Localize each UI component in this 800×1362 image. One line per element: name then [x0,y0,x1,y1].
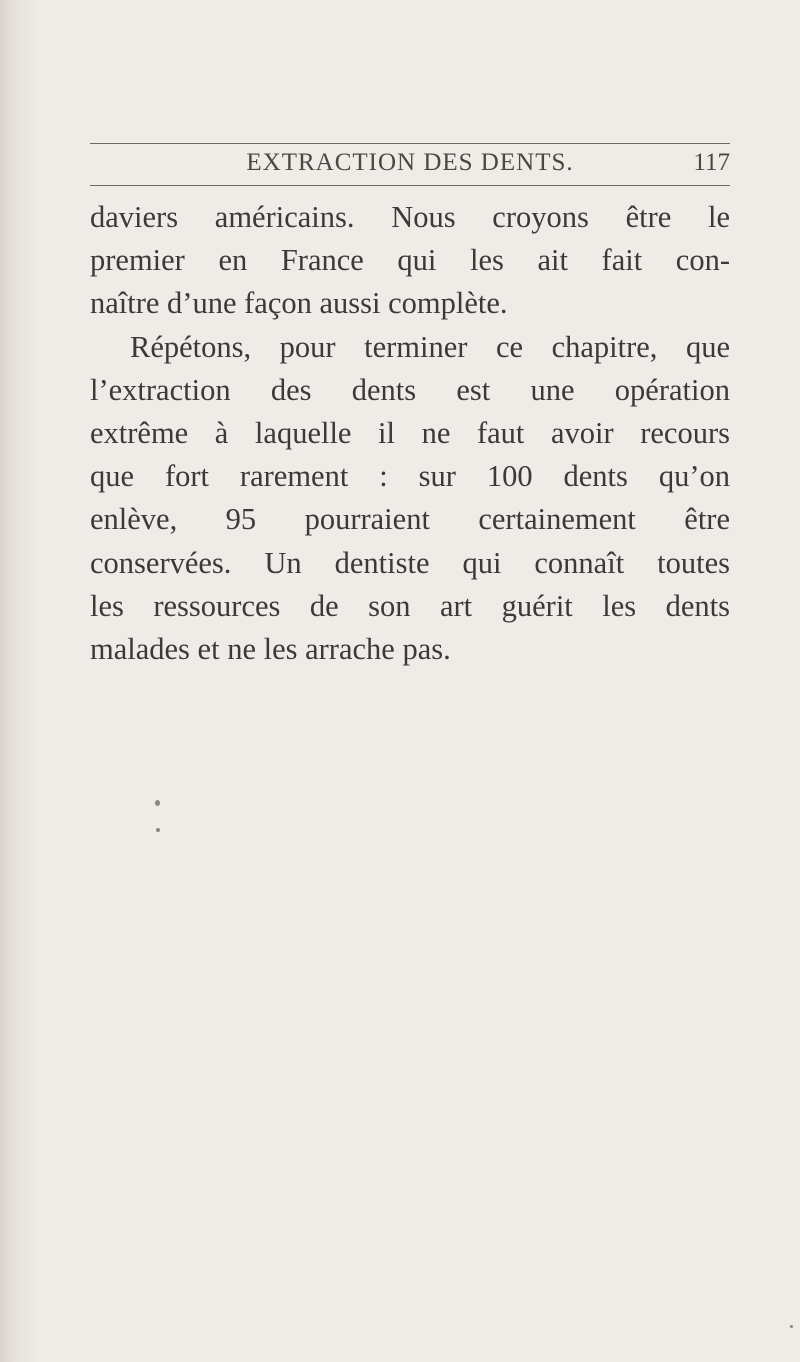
text-line: daviers américains. Nous croyons être le [90,200,730,234]
text-line: malades et ne les arrache pas. [90,631,451,666]
paper-speck [155,800,160,806]
running-head: EXTRACTION DES DENTS. [246,149,574,176]
header-bottom-rule [90,185,730,186]
text-line: naître d’une façon aussi complète. [90,286,508,321]
text-line: que fort rarement : sur 100 dents qu’on [90,459,730,494]
header-top-rule [90,143,730,144]
paper-speck [790,1325,793,1328]
page-number: 117 [693,149,730,176]
text-line: Répétons, pour terminer ce chapitre, que [130,329,730,364]
body-text [90,196,730,671]
text-line: les ressources de son art guérit les dents [90,588,730,623]
text-line: l’extraction des dents est une opération [90,372,730,407]
paper-speck [156,828,160,832]
text-line: premier en France qui les ait fait con- [90,243,730,278]
text-line: enlève, 95 pourraient certainement être [90,502,730,537]
page-header [90,145,730,183]
text-line: extrême à laquelle il ne faut avoir recours [90,415,730,450]
text-line: conservées. Un dentiste qui connaît toutes [90,545,730,580]
